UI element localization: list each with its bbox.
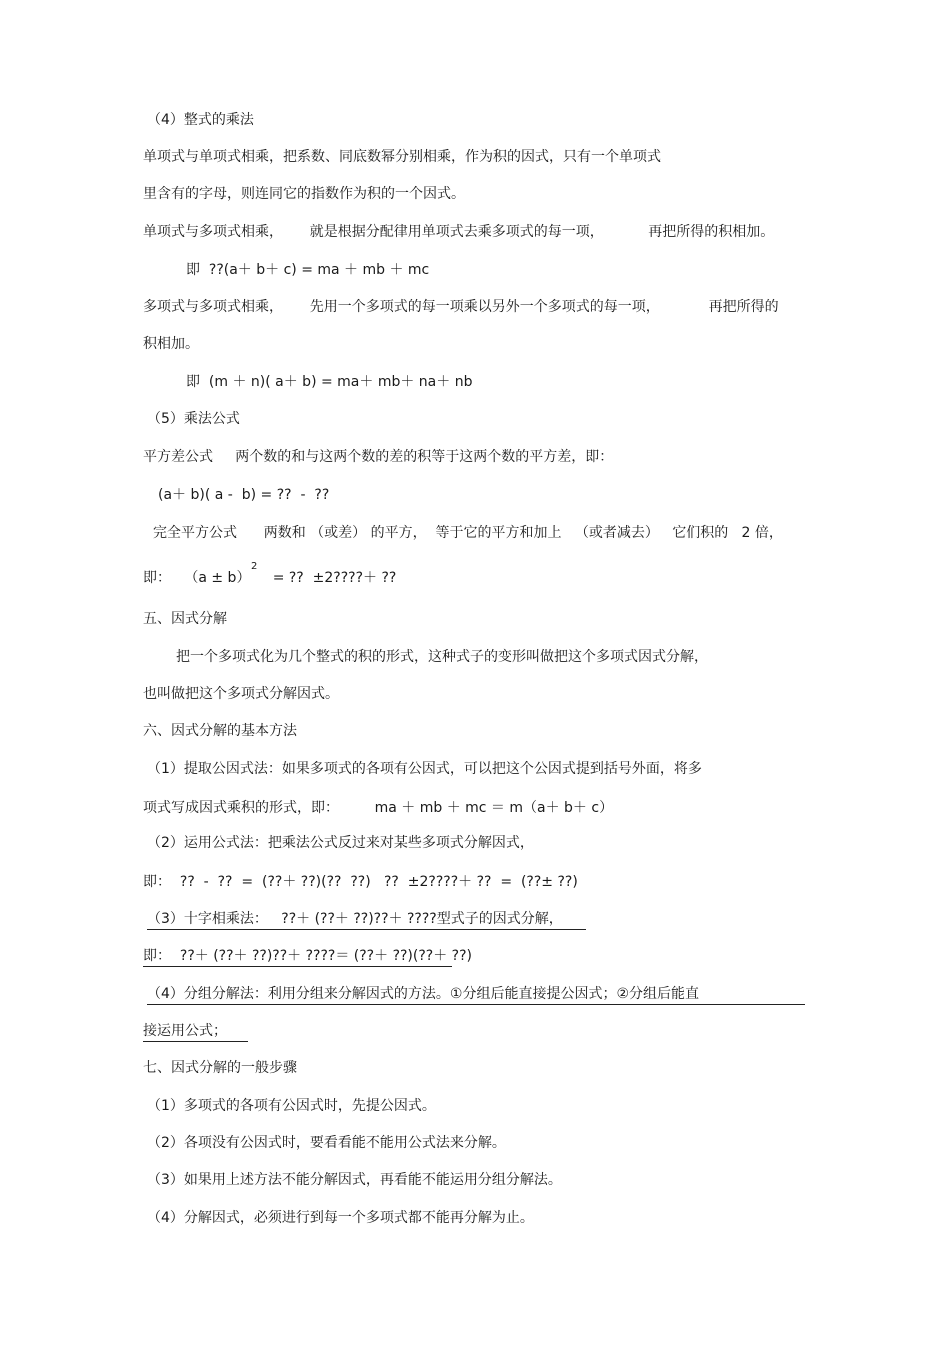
text-line: 完全平方公式 两数和 （或差） 的平方， 等于它的平方和加上 （或者减去） 它们积的 2 倍， (153, 525, 783, 541)
text-line: 项式写成因式乘积的形式，即： ma ＋ mb ＋ mc ＝ m（a＋ b＋ c） (143, 800, 614, 816)
formula-line: 即： （a ± b） = ?? ±2????＋ ?? (143, 570, 397, 586)
list-item: （4）分解因式，必须进行到每一个多项式都不能再分解为止。 (147, 1210, 534, 1226)
text-line: 把一个多项式化为几个整式的积的形式，这种式子的变形叫做把这个多项式因式分解， (176, 649, 708, 665)
underlined-line: （4）分组分解法：利用分组来分解因式的方法。①分组后能直接提公因式；②分组后能直 (147, 985, 805, 1005)
section-heading-methods: 六、因式分解的基本方法 (143, 723, 297, 739)
text-line: 多项式与多项式相乘， 先用一个多项式的每一项乘以另外一个多项式的每一项， 再把所得的 (143, 299, 779, 315)
text-line: 里含有的字母，则连同它的指数作为积的一个因式。 (143, 186, 465, 202)
text-line: （2）运用公式法：把乘法公式反过来对某些多项式分解因式， (147, 835, 534, 851)
heading-multiplication-formulas: （5）乘法公式 (147, 411, 240, 427)
text-line: 单项式与多项式相乘， 就是根据分配律用单项式去乘多项式的每一项， 再把所得的积相加。 (143, 224, 775, 240)
text-line: 也叫做把这个多项式分解因式。 (143, 686, 339, 702)
section-heading-factorization: 五、因式分解 (143, 611, 227, 627)
underlined-line: （3）十字相乘法： ??＋ (??＋ ??)??＋ ????型式子的因式分解， (147, 910, 586, 930)
underlined-line: 即： ??＋ (??＋ ??)??＋ ????＝ (??＋ ??)(??＋ ??) (143, 947, 452, 967)
list-item: （3）如果用上述方法不能分解因式，再看能不能运用分组分解法。 (147, 1172, 562, 1188)
underlined-line: 接运用公式； (143, 1022, 248, 1042)
formula-line: 即 (m ＋ n)( a＋ b) = ma＋ mb＋ na＋ nb (186, 374, 473, 390)
list-item: （1）多项式的各项有公因式时，先提公因式。 (147, 1098, 436, 1114)
formula-line: 即： ?? - ?? = (??＋ ??)(?? ??) ?? ±2????＋ ?? = (??± ??) (143, 874, 578, 890)
list-item: （2）各项没有公因式时，要看看能不能用公式法来分解。 (147, 1135, 506, 1151)
section-heading-steps: 七、因式分解的一般步骤 (143, 1060, 297, 1076)
text-line: 积相加。 (143, 336, 199, 352)
formula-line: 即 ??(a＋ b＋ c) = ma ＋ mb ＋ mc (186, 262, 430, 278)
text-line: 单项式与单项式相乘，把系数、同底数幂分别相乘，作为积的因式，只有一个单项式 (143, 149, 661, 165)
text-line: 平方差公式 两个数的和与这两个数的差的积等于这两个数的平方差，即： (143, 449, 614, 465)
heading-polynomial-multiplication: （4）整式的乘法 (147, 112, 254, 128)
formula-line: (a＋ b)( a - b) = ?? - ?? (158, 487, 330, 503)
exponent: 2 (251, 561, 258, 572)
text-line: （1）提取公因式法：如果多项式的各项有公因式，可以把这个公因式提到括号外面，将多 (147, 761, 702, 777)
